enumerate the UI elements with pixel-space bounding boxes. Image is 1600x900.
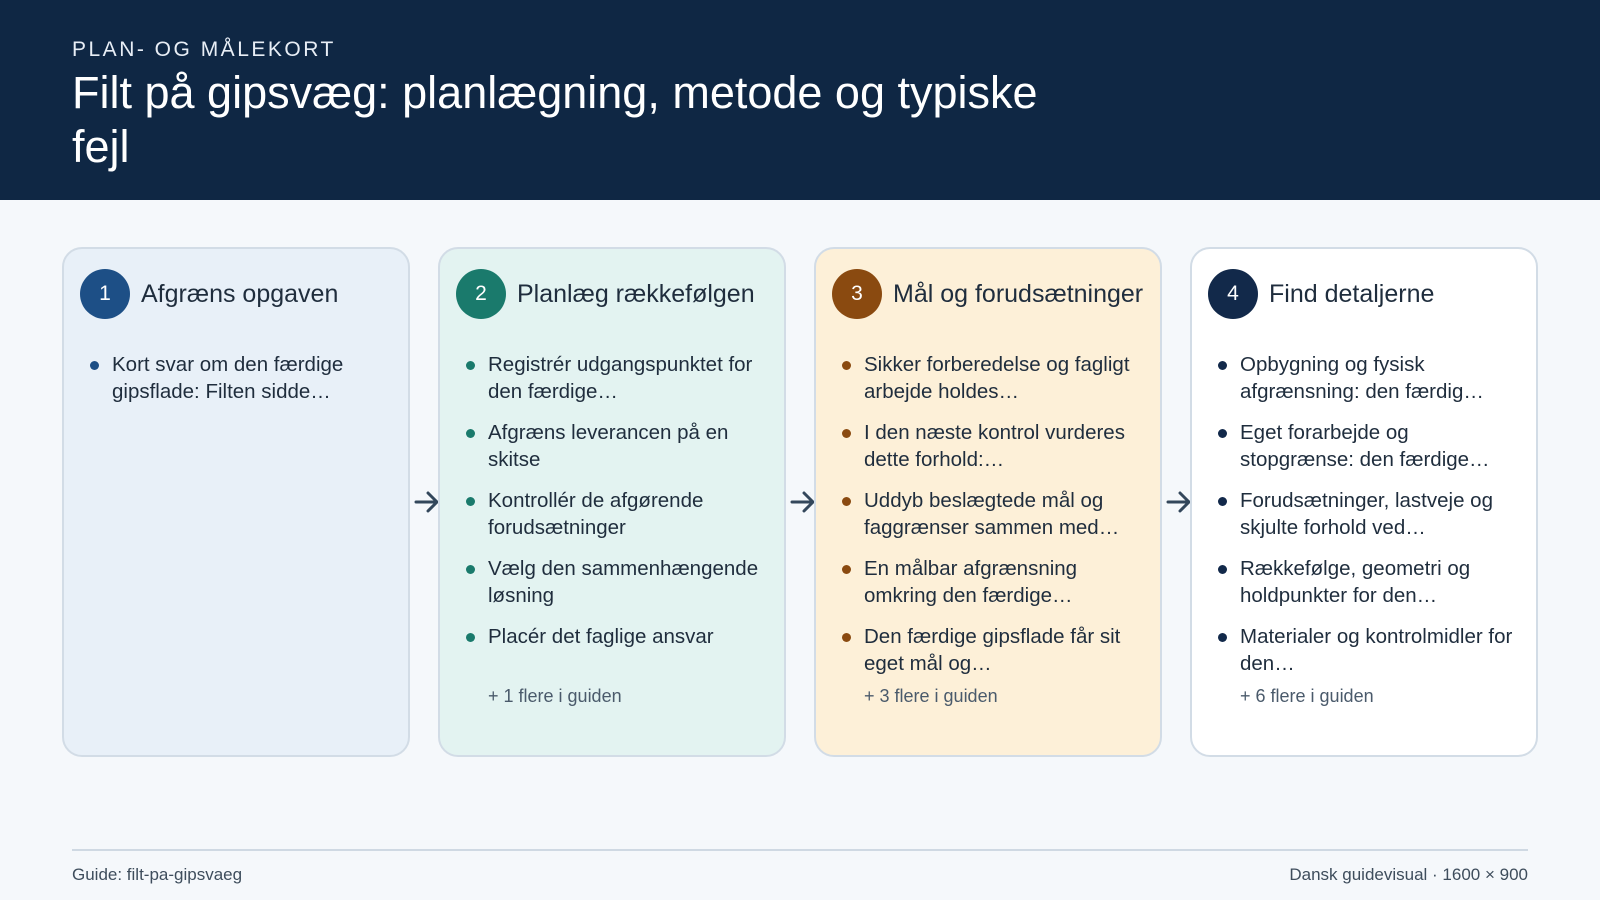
- eyebrow-label: PLAN- OG MÅLEKORT: [72, 38, 336, 61]
- step-bullet-text: Rækkefølge, geometri og holdpunkter for den…: [1240, 557, 1471, 607]
- step-bullet-text: Kontrollér de afgørende forudsætninger: [488, 489, 704, 539]
- step-bullet-text: Registrér udgangspunktet for den færdige…: [488, 353, 753, 403]
- step-bullet-text: Materialer og kontrolmidler for den…: [1240, 625, 1513, 675]
- step-bullet-item: [1216, 419, 1528, 473]
- step-bullet-text: Eget forarbejde og stopgrænse: den færdige…: [1240, 421, 1490, 471]
- step-card-1: [62, 247, 410, 757]
- step-bullet-list: [464, 351, 776, 664]
- step-bullet-item: [464, 555, 776, 609]
- more-in-guide-note: + 6 flere i guiden: [1240, 686, 1374, 706]
- step-bullet-text: Placér det faglige ansvar: [488, 625, 714, 648]
- step-card-header: [832, 269, 1162, 319]
- step-bullet-list: [88, 351, 400, 419]
- step-bullet-text: En målbar afgrænsning omkring den færdige…: [864, 557, 1078, 607]
- step-bullet-text: Kort svar om den færdige gipsflade: Filten sidde…: [112, 353, 344, 403]
- bullet-dot-icon: [466, 497, 475, 506]
- bullet-dot-icon: [466, 361, 475, 370]
- more-in-guide-note: + 1 flere i guiden: [488, 686, 622, 706]
- step-bullet-text: Forudsætninger, lastveje og skjulte forhold ved…: [1240, 489, 1493, 539]
- bullet-dot-icon: [1218, 565, 1227, 574]
- more-in-guide-note: + 3 flere i guiden: [864, 686, 998, 706]
- step-bullet-item: [88, 351, 400, 405]
- step-number-badge: 3: [832, 269, 882, 319]
- step-card-2: [438, 247, 786, 757]
- step-bullet-text: Den færdige gipsflade får sit eget mål og…: [864, 625, 1121, 675]
- step-bullet-text: Sikker forberedelse og fagligt arbejde holdes…: [864, 353, 1130, 403]
- step-card-header: [1208, 269, 1538, 319]
- bullet-dot-icon: [842, 565, 851, 574]
- step-card-3: [814, 247, 1162, 757]
- step-number-badge: 1: [80, 269, 130, 319]
- step-bullet-item: [840, 419, 1152, 473]
- page-title: Filt på gipsvæg: planlægning, metode og typiske fejl: [72, 67, 1038, 172]
- step-bullet-item: [1216, 555, 1528, 609]
- step-bullet-item: [840, 351, 1152, 405]
- step-bullet-item: [840, 623, 1152, 677]
- step-card-header: [456, 269, 786, 319]
- header-banner: [0, 0, 1600, 200]
- step-bullet-item: [1216, 623, 1528, 677]
- step-bullet-item: [840, 555, 1152, 609]
- step-bullet-item: [840, 487, 1152, 541]
- step-bullet-text: Uddyb beslægtede mål og faggrænser sammen med…: [864, 489, 1120, 539]
- step-bullet-text: Afgræns leverancen på en skitse: [488, 421, 729, 471]
- step-bullet-item: [1216, 351, 1528, 405]
- step-bullet-item: [464, 623, 776, 650]
- step-card-4: [1190, 247, 1538, 757]
- footer-divider: [72, 849, 1528, 851]
- bullet-dot-icon: [1218, 429, 1227, 438]
- step-bullet-item: [464, 351, 776, 405]
- bullet-dot-icon: [842, 361, 851, 370]
- step-card-header: [80, 269, 410, 319]
- bullet-dot-icon: [842, 497, 851, 506]
- bullet-dot-icon: [1218, 633, 1227, 642]
- bullet-dot-icon: [1218, 361, 1227, 370]
- footer-guide-label: Guide: filt-pa-gipsvaeg: [72, 865, 243, 884]
- step-title: Afgræns opgaven: [141, 280, 339, 308]
- step-title: Planlæg rækkefølgen: [517, 280, 755, 308]
- bullet-dot-icon: [466, 565, 475, 574]
- step-bullet-list: [1216, 351, 1528, 691]
- bullet-dot-icon: [466, 429, 475, 438]
- bullet-dot-icon: [466, 633, 475, 642]
- step-title: Find detaljerne: [1269, 280, 1435, 308]
- bullet-dot-icon: [842, 429, 851, 438]
- step-bullet-item: [464, 419, 776, 473]
- step-bullet-text: I den næste kontrol vurderes dette forhold:…: [864, 421, 1125, 471]
- step-number-badge: 4: [1208, 269, 1258, 319]
- step-bullet-item: [1216, 487, 1528, 541]
- bullet-dot-icon: [90, 361, 99, 370]
- step-bullet-list: [840, 351, 1152, 691]
- step-title: Mål og forudsætninger: [893, 280, 1144, 308]
- bullet-dot-icon: [842, 633, 851, 642]
- step-bullet-item: [464, 487, 776, 541]
- footer-meta-label: Dansk guidevisual · 1600 × 900: [1289, 865, 1528, 884]
- bullet-dot-icon: [1218, 497, 1227, 506]
- step-bullet-text: Opbygning og fysisk afgrænsning: den færdig…: [1240, 353, 1484, 403]
- step-bullet-text: Vælg den sammenhængende løsning: [488, 557, 759, 607]
- step-number-badge: 2: [456, 269, 506, 319]
